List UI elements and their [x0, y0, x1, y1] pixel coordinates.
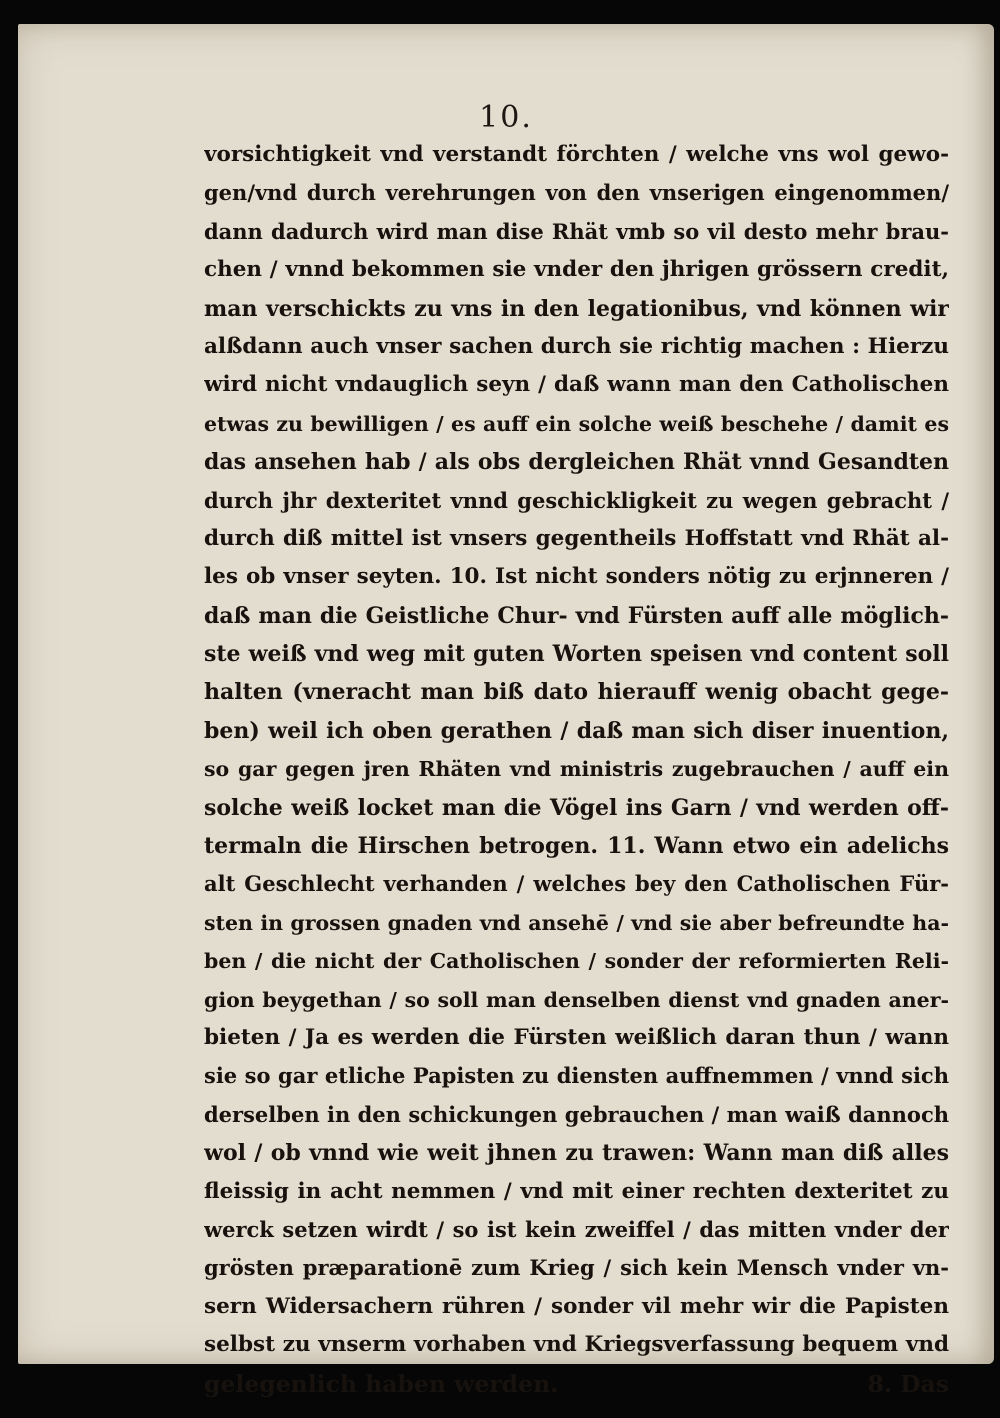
text-line: dann dadurch wird man dise Rhät vmb so vil desto mehr brau-	[204, 218, 949, 244]
text-line: wird nicht vndauglich seyn / daß wann man den Catholischen	[204, 372, 949, 398]
text-line: werck setzen wirdt / so ist kein zweiffel / das mitten vnder der	[204, 1216, 949, 1242]
text-line: derselben in den schickungen gebrauchen / man waiß dannoch	[204, 1101, 949, 1127]
text-line: durch diß mittel ist vnsers gegentheils Hoffstatt vnd Rhät al-	[204, 525, 949, 551]
last-line-text: gelegenlich haben werden.	[204, 1369, 559, 1398]
text-line: solche weiß locket man die Vögel ins Garn / vnd werden off-	[204, 794, 949, 821]
text-line: das ansehen hab / als obs dergleichen Rhät vnnd Gesandten	[204, 449, 949, 476]
text-line: alt Geschlecht verhanden / welches bey den Catholischen Für-	[204, 871, 949, 897]
text-line: bieten / Ja es werden die Fürsten weißlich daran thun / wann	[204, 1024, 949, 1050]
text-line: selbst zu vnserm vorhaben vnd Kriegsverfassung bequem vnd	[204, 1332, 949, 1358]
text-line: halten (vneracht man biß dato hierauff wenig obacht gege-	[204, 679, 949, 706]
text-line: ben) weil ich oben gerathen / daß man sich diser inuention,	[204, 717, 949, 744]
text-line: sern Widersachern rühren / sonder vil mehr wir die Papisten	[204, 1293, 949, 1319]
book-page	[18, 24, 994, 1398]
text-line: vorsichtigkeit vnd verstandt förchten / welche vns wol gewo-	[204, 142, 949, 167]
text-line: fleissig in acht nemmen / vnd mit einer rechten dexteritet zu	[204, 1178, 949, 1204]
text-line: grösten præparationē zum Krieg / sich kein Mensch vnder vn-	[204, 1255, 949, 1281]
text-line: durch jhr dexteritet vnnd geschickligkeit zu wegen gebracht /	[204, 487, 949, 513]
last-text-line	[204, 1365, 949, 1403]
body-text	[204, 136, 949, 1403]
text-line: gion beygethan / so soll man denselben dienst vnd gnaden aner-	[204, 987, 949, 1012]
page-number: 10.	[479, 100, 533, 135]
text-line: ste weiß vnd weg mit guten Worten speisen vnd content soll	[204, 641, 949, 668]
text-line: termaln die Hirschen betrogen. 11. Wann etwo ein adelichs	[204, 833, 949, 860]
text-line: man verschickts zu vns in den legationibus, vnd können wir	[204, 295, 949, 322]
text-line: chen / vnnd bekommen sie vnder den jhrigen grössern credit,	[204, 257, 949, 283]
text-line: les ob vnser seyten. 10. Ist nicht sonders nötig zu erjnneren /	[204, 564, 949, 590]
text-line: gen/vnd durch verehrungen von den vnserigen eingenommen/	[204, 180, 949, 206]
text-line: alßdann auch vnser sachen durch sie richtig machen : Hierzu	[204, 333, 949, 359]
text-line: sten in grossen gnaden vnd ansehē / vnd sie aber befreundte ha-	[204, 910, 949, 935]
text-line: wol / ob vnnd wie weit jhnen zu trawen: Wann man diß alles	[204, 1140, 949, 1167]
text-line: ben / die nicht der Catholischen / sonder der reformierten Reli-	[204, 949, 949, 974]
text-line: daß man die Geistliche Chur- vnd Fürsten auff alle möglich-	[204, 602, 949, 629]
catchword: 8. Das	[867, 1369, 949, 1398]
text-line: etwas zu bewilligen / es auff ein solche weiß beschehe / damit es	[204, 411, 949, 436]
text-line: so gar gegen jren Rhäten vnd ministris zugebrauchen / auff ein	[204, 757, 949, 782]
text-line: sie so gar etliche Papisten zu diensten auffnemmen / vnnd sich	[204, 1063, 949, 1089]
